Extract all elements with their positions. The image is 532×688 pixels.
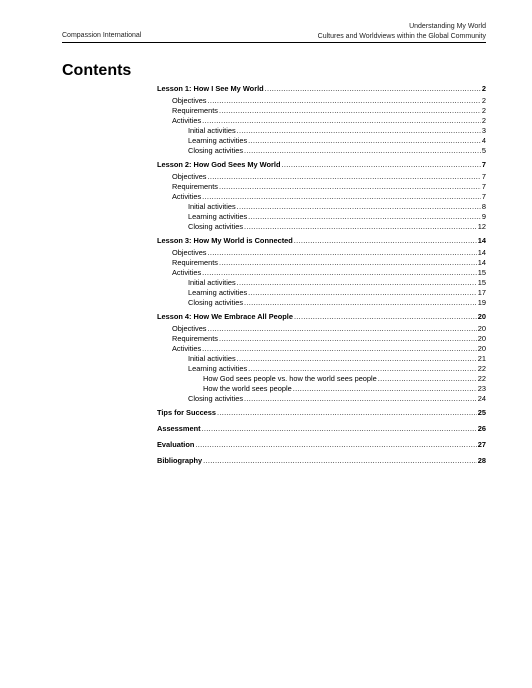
toc-leader-dots xyxy=(217,408,477,418)
toc-entry-page-number: 15 xyxy=(477,278,486,287)
header-subtitle: Cultures and Worldviews within the Global Community xyxy=(317,33,486,40)
toc-entry-page-number: 7 xyxy=(481,192,486,201)
toc-leader-dots xyxy=(248,212,481,222)
toc-entry-page-number: 23 xyxy=(477,384,486,393)
toc-entry-page-number: 14 xyxy=(477,248,486,257)
toc-entry[interactable] xyxy=(157,312,486,322)
toc-entry[interactable] xyxy=(157,192,486,202)
toc-leader-dots xyxy=(195,440,476,450)
toc-leader-dots xyxy=(202,116,481,126)
toc-entry-label: How the world sees people xyxy=(203,384,292,393)
toc-entry-label: Initial activities xyxy=(188,354,236,363)
toc-entry-label: Tips for Success xyxy=(157,408,217,417)
header-org: Compassion International xyxy=(62,32,142,39)
toc-leader-dots xyxy=(237,202,481,212)
toc-entry-label: Initial activities xyxy=(188,202,236,211)
toc-entry-page-number: 7 xyxy=(481,182,486,191)
toc-entry[interactable] xyxy=(157,84,486,94)
toc-entry-label: Lesson 1: How I See My World xyxy=(157,84,264,93)
toc-entry-label: Lesson 2: How God Sees My World xyxy=(157,160,281,169)
toc-leader-dots xyxy=(237,126,481,136)
toc-entry-page-number: 2 xyxy=(481,96,486,105)
toc-entry[interactable] xyxy=(157,96,486,106)
toc-entry-label: Closing activities xyxy=(188,394,244,403)
toc-leader-dots xyxy=(248,364,477,374)
toc-leader-dots xyxy=(219,182,481,192)
toc-entry-label: Learning activities xyxy=(188,364,248,373)
toc-entry-page-number: 2 xyxy=(481,84,486,93)
toc-entry-label: Bibliography xyxy=(157,456,203,465)
toc-leader-dots xyxy=(378,374,477,384)
toc-entry-label: Objectives xyxy=(172,172,207,181)
toc-entry[interactable] xyxy=(157,288,486,298)
toc-entry[interactable] xyxy=(157,278,486,288)
toc-entry-label: Initial activities xyxy=(188,126,236,135)
toc-entry-page-number: 20 xyxy=(477,312,486,321)
toc-entry[interactable] xyxy=(157,394,486,404)
toc-leader-dots xyxy=(208,324,477,334)
toc-entry-page-number: 28 xyxy=(477,456,486,465)
toc-entry-label: Requirements xyxy=(172,182,219,191)
toc-entry[interactable] xyxy=(157,354,486,364)
toc-leader-dots xyxy=(244,146,481,156)
toc-entry[interactable] xyxy=(157,364,486,374)
toc-leader-dots xyxy=(202,192,481,202)
toc-leader-dots xyxy=(219,334,477,344)
toc-leader-dots xyxy=(244,298,477,308)
toc-entry-page-number: 21 xyxy=(477,354,486,363)
toc-entry-page-number: 7 xyxy=(481,172,486,181)
toc-leader-dots xyxy=(294,236,477,246)
toc-leader-dots xyxy=(202,344,477,354)
toc-entry-page-number: 19 xyxy=(477,298,486,307)
toc-leader-dots xyxy=(244,222,477,232)
toc-entry-label: Objectives xyxy=(172,96,207,105)
toc-entry[interactable] xyxy=(157,248,486,258)
toc-leader-dots xyxy=(293,384,477,394)
toc-entry[interactable] xyxy=(157,126,486,136)
toc-entry[interactable] xyxy=(157,384,486,394)
toc-entry[interactable] xyxy=(157,116,486,126)
toc-entry-page-number: 15 xyxy=(477,268,486,277)
toc-entry-label: Objectives xyxy=(172,248,207,257)
toc-entry[interactable] xyxy=(157,160,486,170)
toc-entry[interactable] xyxy=(157,374,486,384)
toc-entry-page-number: 7 xyxy=(481,160,486,169)
toc-entry-label: Lesson 3: How My World is Connected xyxy=(157,236,293,245)
toc-entry-page-number: 24 xyxy=(477,394,486,403)
header-divider xyxy=(62,42,486,43)
toc-leader-dots xyxy=(281,160,480,170)
toc-leader-dots xyxy=(208,248,477,258)
toc-entry-label: Requirements xyxy=(172,334,219,343)
toc-entry-label: Requirements xyxy=(172,258,219,267)
toc-entry[interactable] xyxy=(157,424,486,434)
toc-entry[interactable] xyxy=(157,298,486,308)
toc-entry[interactable] xyxy=(157,236,486,246)
toc-entry-page-number: 22 xyxy=(477,364,486,373)
toc-entry-label: Activities xyxy=(172,268,202,277)
toc-entry[interactable] xyxy=(157,106,486,116)
toc-entry-page-number: 22 xyxy=(477,374,486,383)
toc-entry-page-number: 8 xyxy=(481,202,486,211)
toc-leader-dots xyxy=(244,394,477,404)
toc-leader-dots xyxy=(202,268,477,278)
toc-leader-dots xyxy=(208,172,481,182)
toc-entry-page-number: 20 xyxy=(477,324,486,333)
toc-entry-label: Assessment xyxy=(157,424,201,433)
toc-leader-dots xyxy=(219,258,477,268)
toc-entry-page-number: 27 xyxy=(477,440,486,449)
toc-leader-dots xyxy=(237,354,477,364)
toc-entry-label: Learning activities xyxy=(188,212,248,221)
toc-entry-page-number: 2 xyxy=(481,116,486,125)
toc-leader-dots xyxy=(203,456,477,466)
toc-entry-page-number: 4 xyxy=(481,136,486,145)
toc-entry-page-number: 20 xyxy=(477,344,486,353)
toc-entry[interactable] xyxy=(157,344,486,354)
toc-entry-label: Lesson 4: How We Embrace All People xyxy=(157,312,293,321)
toc-entry-page-number: 2 xyxy=(481,106,486,115)
toc-entry-label: Closing activities xyxy=(188,222,244,231)
page-title: Contents xyxy=(62,62,132,79)
toc-entry-label: Activities xyxy=(172,192,202,201)
toc-entry[interactable] xyxy=(157,324,486,334)
toc-entry-label: Activities xyxy=(172,344,202,353)
toc-entry-label: Learning activities xyxy=(188,136,248,145)
toc-entry-page-number: 25 xyxy=(477,408,486,417)
toc-entry-page-number: 26 xyxy=(477,424,486,433)
header-title: Understanding My World xyxy=(409,23,486,30)
toc-entry-label: Requirements xyxy=(172,106,219,115)
toc-entry-page-number: 14 xyxy=(477,258,486,267)
toc-entry-label: Learning activities xyxy=(188,288,248,297)
toc-entry[interactable] xyxy=(157,456,486,466)
toc-leader-dots xyxy=(237,278,477,288)
toc-entry-page-number: 14 xyxy=(477,236,486,245)
toc-entry-label: Closing activities xyxy=(188,146,244,155)
toc-leader-dots xyxy=(202,424,477,434)
toc-entry-label: Activities xyxy=(172,116,202,125)
toc-entry[interactable] xyxy=(157,408,486,418)
toc-leader-dots xyxy=(219,106,481,116)
toc-entry[interactable] xyxy=(157,136,486,146)
toc-entry[interactable] xyxy=(157,146,486,156)
toc-entry[interactable] xyxy=(157,172,486,182)
header-running-title xyxy=(318,22,486,42)
toc-entry[interactable] xyxy=(157,222,486,232)
toc-entry-page-number: 12 xyxy=(477,222,486,231)
toc-entry[interactable] xyxy=(157,268,486,278)
toc-entry-page-number: 20 xyxy=(477,334,486,343)
toc-leader-dots xyxy=(248,288,477,298)
toc-entry-page-number: 17 xyxy=(477,288,486,297)
toc-leader-dots xyxy=(265,84,481,94)
toc-entry-label: Closing activities xyxy=(188,298,244,307)
toc-entry[interactable] xyxy=(157,202,486,212)
toc-entry[interactable] xyxy=(157,334,486,344)
toc-entry[interactable] xyxy=(157,212,486,222)
toc-entry-label: Initial activities xyxy=(188,278,236,287)
toc-entry-label: How God sees people vs. how the world sees people xyxy=(203,374,377,383)
toc-leader-dots xyxy=(294,312,477,322)
toc-entry-page-number: 5 xyxy=(481,146,486,155)
toc-entry-page-number: 9 xyxy=(481,212,486,221)
toc-entry-page-number: 3 xyxy=(481,126,486,135)
toc-leader-dots xyxy=(208,96,481,106)
toc-leader-dots xyxy=(248,136,481,146)
toc-entry[interactable] xyxy=(157,440,486,450)
toc-entry[interactable] xyxy=(157,258,486,268)
toc-entry-label: Evaluation xyxy=(157,440,195,449)
toc-entry[interactable] xyxy=(157,182,486,192)
toc-entry-label: Objectives xyxy=(172,324,207,333)
